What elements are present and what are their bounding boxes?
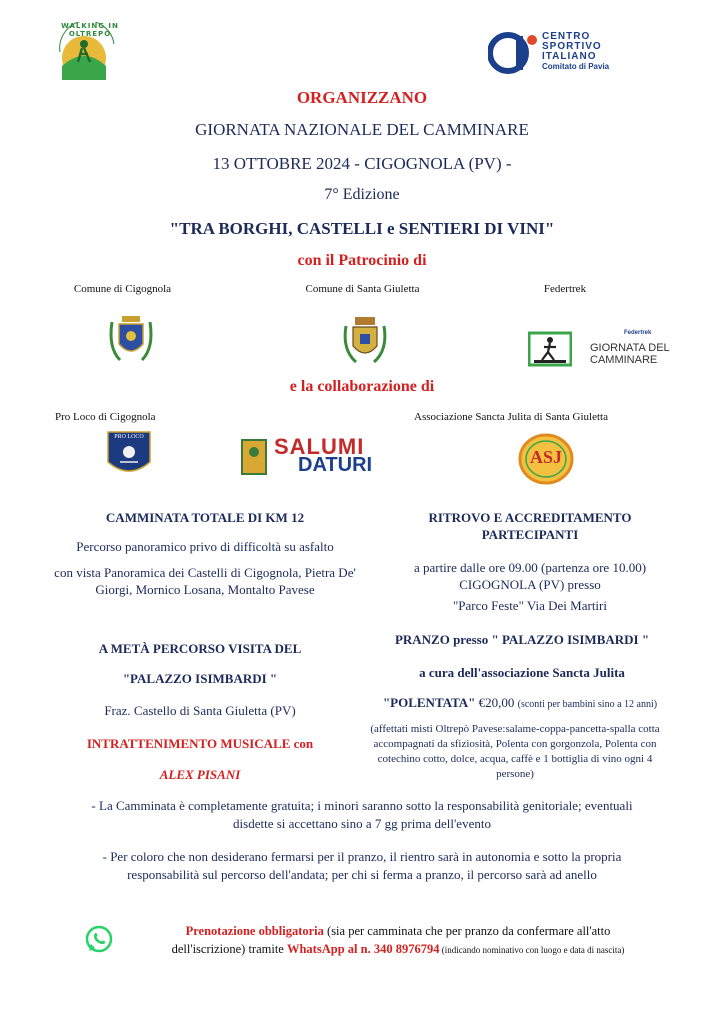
federtrek-line1: GIORNATA DEL	[590, 342, 670, 354]
booking-note: (indicando nominativo con luogo e data di nascita)	[439, 945, 625, 955]
event-edition: 7° Edizione	[324, 186, 400, 203]
organizzano-heading: ORGANIZZANO	[296, 88, 428, 107]
csi-line2: SPORTIVO	[542, 41, 602, 52]
patron-label-federtrek: Federtrek	[543, 283, 587, 295]
pranzo-cura: a cura dell'associazione Sancta Julita	[419, 665, 625, 680]
pro-loco-badge-text: PRO LOCO	[114, 434, 144, 440]
visit-title: A METÀ PERCORSO VISITA DEL	[98, 641, 302, 656]
menu-details: (affettati misti Oltrepò Pavese:salame-coppa-pancetta-spalla cotta accompagnati da sfiziosità, Polenta con gorgonzola, Polenta con cotechino cotto, dolce, acqua, caffè e 1 bottiglia di vino ogni 4 persone)	[370, 723, 660, 780]
logo-left-text: WALKING IN OLTREPO	[61, 22, 119, 38]
walking-in-oltrepo-logo	[48, 22, 128, 86]
federtrek-tag: Federtrek	[624, 330, 652, 336]
camminata-views: con vista Panoramica dei Castelli di Cigognola, Pietra De' Giorgi, Mornico Losana, Montalto Pavese	[54, 565, 356, 597]
visit-place: "PALAZZO ISIMBARDI "	[122, 671, 278, 686]
note-free: - La Camminata è completamente gratuita; i minori saranno sotto la responsabilità genitoriale; eventuali disdette si accettano sino a 7 gg prima dell'evento	[91, 798, 633, 831]
collab-label-sancta-julita: Associazione Sancta Julita di Santa Giuletta	[414, 411, 608, 423]
collaborazione-heading: e la collaborazione di	[289, 378, 435, 395]
ritrovo-title: RITROVO E ACCREDITAMENTO PARTECIPANTI	[428, 510, 632, 542]
csi-line4: Comitato di Pavia	[542, 62, 610, 71]
ritrovo-place: "Parco Feste" Via Dei Martiri	[452, 598, 607, 613]
note-return: - Per coloro che non desiderano fermarsi per il pranzo, il rientro sarà in autonomia e sotto la propria responsabilità sul percorso dell'andata; per chi si ferma a pranzo, il percorso sarà ad anello	[102, 849, 622, 882]
patron-label-santa-giuletta: Comune di Santa Giuletta	[305, 283, 420, 295]
csi-line3: ITALIANO	[542, 51, 597, 62]
camminata-title: CAMMINATA TOTALE DI KM 12	[105, 510, 305, 525]
booking-text	[148, 922, 648, 959]
pranzo-location: presso " PALAZZO ISIMBARDI "	[449, 632, 650, 647]
pranzo-line	[372, 631, 672, 648]
salumi-text: SALUMI	[274, 434, 365, 459]
collab-label-pro-loco: Pro Loco di Cigognola	[55, 411, 156, 423]
santa-giuletta-crest-icon	[340, 314, 390, 373]
polentata-line	[360, 694, 680, 713]
asj-logo	[516, 432, 576, 486]
event-subtitle: "TRA BORGHI, CASTELLI e SENTIERI DI VINI"	[169, 219, 555, 238]
pranzo-label: PRANZO	[394, 632, 450, 647]
daturi-text: DATURI	[298, 454, 373, 476]
federtrek-line2: CAMMINARE	[590, 354, 658, 366]
pro-loco-badge-icon	[106, 430, 152, 480]
booking-whatsapp-number[interactable]: WhatsApp al n. 340 8976794	[286, 942, 440, 956]
federtrek-logo	[528, 330, 678, 370]
patron-label-cigognola: Comune di Cigognola	[73, 283, 172, 295]
booking-details: (sia per camminata che per pranzo da confermare all'atto dell'iscrizione) tramite	[171, 924, 611, 956]
event-date: 13 OTTOBRE 2024 - CIGOGNOLA (PV) -	[212, 154, 512, 173]
booking-required: Prenotazione obbligatoria	[185, 924, 324, 938]
salumi-daturi-logo	[236, 436, 404, 478]
whatsapp-icon	[84, 924, 114, 959]
music-heading: INTRATTENIMENTO MUSICALE con	[86, 736, 314, 751]
cigognola-crest-icon	[106, 312, 156, 373]
polentata-label: "POLENTATA"	[382, 695, 476, 710]
artist-name: ALEX PISANI	[159, 767, 241, 782]
ritrovo-time: a partire dalle ore 09.00 (partenza ore 10.00) CIGOGNOLA (PV) presso	[413, 560, 647, 592]
patrocinio-heading: con il Patrocinio di	[297, 252, 427, 269]
camminata-desc: Percorso panoramico privo di difficoltà su asfalto	[76, 539, 334, 554]
csi-logo	[488, 28, 628, 78]
event-title: GIORNATA NAZIONALE DEL CAMMINARE	[195, 120, 529, 139]
visit-address: Fraz. Castello di Santa Giuletta (PV)	[104, 703, 296, 718]
asj-text: ASJ	[529, 447, 562, 467]
csi-line1: CENTRO	[542, 31, 591, 42]
polentata-price: €20,00	[475, 695, 518, 710]
polentata-discount: (sconti per bambini sino a 12 anni)	[517, 699, 658, 710]
